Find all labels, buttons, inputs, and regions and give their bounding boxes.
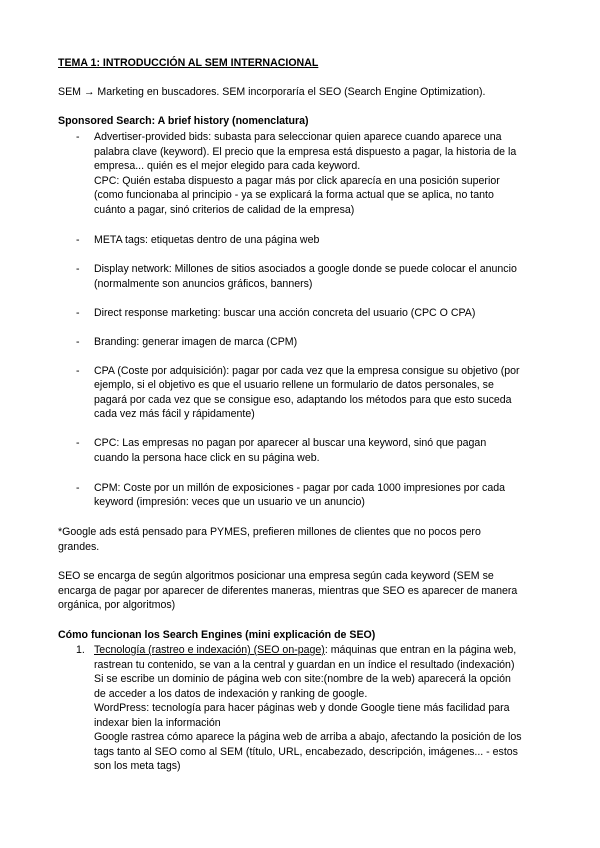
note-line: *Google ads está pensado para PYMES, prefieren millones de clientes que no pocos pero: [58, 526, 481, 538]
bullet-marker: -: [76, 482, 80, 494]
bullet-marker: -: [76, 336, 80, 348]
search-engines-heading: Cómo funcionan los Search Engines (mini explicación de SEO): [58, 629, 376, 641]
list-item-line: ejemplo, si el objetivo es que el usuario rellene un formulario de datos personales, se: [94, 379, 494, 391]
list-item-line: palabra clave (keyword). El precio que la empresa está dispuesto a pagar, la historia de la: [94, 146, 517, 158]
list-item-line: Si se escribe un dominio de página web con site:(nombre de la web) aparecerá la opción: [94, 673, 511, 685]
technology-description: : máquinas que entran en la página web,: [324, 644, 517, 656]
list-item-line: de acceder a los datos de indexación y ranking de google.: [94, 688, 368, 700]
list-item-line: Direct response marketing: buscar una acción concreta del usuario (CPC O CPA): [94, 307, 476, 319]
list-item-line: META tags: etiquetas dentro de una página web: [94, 234, 320, 246]
bullet-marker: -: [76, 437, 80, 449]
list-item-line: cuando la persona hace click en su página web.: [94, 452, 320, 464]
seo-paragraph-line: SEO se encarga de según algoritmos posicionar una empresa según cada keyword (SEM se: [58, 570, 494, 582]
list-item-line: WordPress: tecnología para hacer páginas web y donde Google tiene más facilidad para: [94, 702, 510, 714]
note-line: grandes.: [58, 541, 100, 553]
list-item-line: Branding: generar imagen de marca (CPM): [94, 336, 298, 348]
list-item-line: CPM: Coste por un millón de exposiciones - pagar por cada 1000 impresiones por cada: [94, 482, 506, 494]
list-item-line: rastrean tu contenido, se van a la central y guardan en un índice el resultado (indexación): [94, 659, 515, 671]
technology-term: Tecnología (rastreo e indexación) (SEO on-page): [94, 644, 325, 656]
seo-paragraph-line: orgánica, por algoritmos): [58, 599, 176, 611]
seo-paragraph-line: encarga de pagar por aparecer de diferentes maneras, mientras que SEO es aparecer de manera: [58, 585, 518, 597]
list-item-line: son los meta tags): [94, 760, 181, 772]
list-item-line: CPC: Las empresas no pagan por aparecer al buscar una keyword, sinó que pagan: [94, 437, 487, 449]
list-item-line: keyword (impresión: veces que un usuario ve un anuncio): [94, 496, 365, 508]
list-item-line: Display network: Millones de sitios asociados a google donde se puede colocar el anuncio: [94, 263, 517, 275]
bullet-marker: -: [76, 307, 80, 319]
list-item-line: empresa... quién es el mejor elegido para cada keyword.: [94, 160, 361, 172]
intro-paragraph: SEM → Marketing en buscadores. SEM incorporaría el SEO (Search Engine Optimization).: [58, 86, 486, 98]
list-item-line: cada vez más fácil y rápidamente): [94, 408, 255, 420]
list-item-line: (como funcionaba al principio - ya se explicará la forma actual que se aplica, no tanto: [94, 189, 494, 201]
list-item-line: pagará por cada vez que se consigue eso, adaptando los métodos para que esto suceda: [94, 394, 512, 406]
list-item-line: (normalmente son anuncios gráficos, banners): [94, 278, 313, 290]
bullet-marker: -: [76, 365, 80, 377]
bullet-marker: -: [76, 263, 80, 275]
list-item-line: CPA (Coste por adquisición): pagar por cada vez que la empresa consigue su objetivo (por: [94, 365, 520, 377]
list-item-line: Advertiser-provided bids: subasta para seleccionar quien aparece cuando aparece una: [94, 131, 502, 143]
document-title: TEMA 1: INTRODUCCIÓN AL SEM INTERNACIONAL: [58, 57, 319, 69]
list-item-line: CPC: Quién estaba dispuesto a pagar más por click aparecía en una posición superior: [94, 175, 500, 187]
list-number: 1.: [76, 644, 85, 656]
list-item-line: indexar bien la información: [94, 717, 221, 729]
list-item-line: cuánto a pagar, sinó criterios de calidad de la empresa): [94, 204, 355, 216]
list-item-first-line: [94, 643, 516, 658]
bullet-marker: -: [76, 234, 80, 246]
list-item-line: Google rastrea cómo aparece la página web de arriba a abajo, afectando la posición de los: [94, 731, 522, 743]
bullet-marker: -: [76, 131, 80, 143]
list-item-line: tags tanto al SEO como al SEM (título, URL, encabezado, descripción, imágenes... - estos: [94, 746, 518, 758]
sponsored-search-heading: Sponsored Search: A brief history (nomenclatura): [58, 115, 309, 127]
